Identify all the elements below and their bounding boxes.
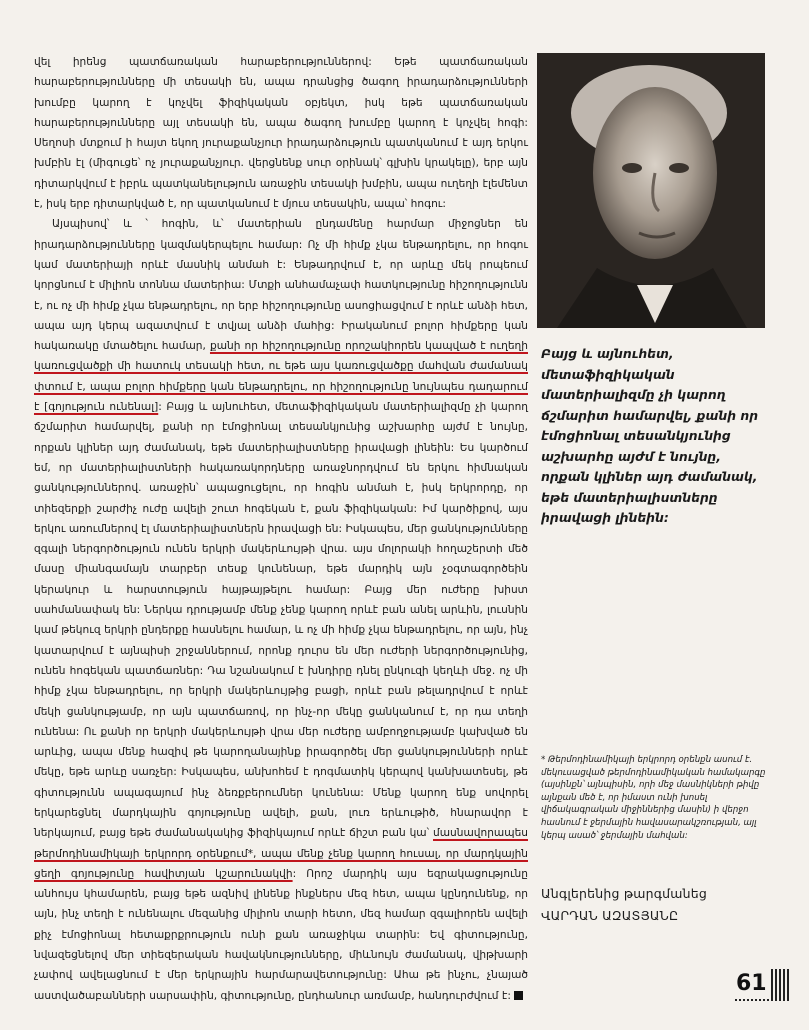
- translator-label: Անգլերենից թարգմանեց: [541, 886, 708, 901]
- article-body: [34, 52, 528, 1006]
- article-text: Այսպիսով՝ և ՝ հոգին, և՝ մատերիան ընդամենը հարմար միջոցներ են իրադարձությունները կազմակերպելու համար: Ոչ մի հիմք չկա ենթադրելու, որ հոգու կամ մատերիայի որևէ մասնիկ անմահ է: Ենթադրվում է, որ արևը մեկ րոպեում կորցնում է միլիոն տոննա մատերիա: Մտքի անհամաչափ հատկությունը հիշողությունն է, ու ոչ մի հիմք չկա ենթադրելու, որ երբ հիշողությունը ասոցիացվում է որևէ անձի հետ, ապա այդ կերպ ազատվում է տվյալ անձի մահից: Իրականում բոլոր հիմքերը կան հակառակը մտածելու համար,: [34, 218, 528, 353]
- page-number-tab: [735, 969, 791, 1001]
- translator-credit: [541, 883, 766, 927]
- highlighted-sentence: քանի որ հիշողությունը որոշակիորեն կապված է ուղեղի կառուցվածքի մի հատուկ տեսակի հետ, ու եթե այս կառուցվածքը մահվան ժամանակ փտում է, ապա բոլոր հիմքերը կան ենթադրելու, որ հիշողությունը նույնպես դադարում է [գոյություն ունենալ]: [34, 340, 528, 414]
- translator-name: ՎԱՐԴԱՆ ԱԶԱՏՅԱՆԸ: [541, 908, 679, 923]
- author-portrait: [537, 53, 765, 328]
- highlighted-sentence: մասնավորապես թերմոդինամիկայի երկրորդ օրենքում*, ապա մենք չենք կարող հուսալ, որ մարդկային ցեղի գոյությունը հավիտյան կշարունակվի: [34, 827, 528, 880]
- article-text: : Բայց և այնուհետ, մետաֆիզիկական մատերիալիզմը չի կարող ճշմարիտ համարվել, քանի որ էմոցիոնալ տեսանկյունից աշխարհը այժմ է նույնը, որքան կլիներ այդ ժամանակ, եթե մատերիալիստները իրավացի լինեին: Ես կարծում եմ, որ մատերիալիստների հակառակորդները առաջնորդվում են երկու հիմնական ցանկություններով. առաջին՝ ապացուցելու, որ հոգին անմահ է, իսկ երկրորդը, որ տիեզերքի շարժիչ ուժը ավելի շուտ հոգեկան է, քան ֆիզիկական: Իմ կարծիքով, այս երկու առումներով էլ մատերիալիստներն իրավացի են: Իսկապես, մեր ցանկությունները զգալի ներգործություն ունեն երկրի մակերևույթի վրա. այս մոլորակի հողաշերտի մեծ մասը միանգամայն տարբեր տեսք կունենար, եթե մարդիկ այն չօգտագործեին կերակուր և հարստություն հայթայթելու համար: Բայց մեր ուժերը խիստ սահմանափակ են: Ներկա դրությամբ մենք չենք կարող որևէ բան անել արևին, լուսնին կամ թեկուզ երկրի ընդերքը հասնելու համար, և ոչ մի հիմք չկա ենթադրելու, որ այն, ինչ կատարվում է այնպիսի շրջաններում, որոնք դուրս են մեր ուժերի ներգործությունից, ունեն հոգեկան պատճառներ: Դա նշանակում է խնդիրը դնել ընկուզի կեղևի մեջ. ոչ մի հիմք չկա ենթադրելու, որ երկրի մակերևույթից բացի, որևէ բան թելադրվում է որևէ մեկի ցանկությամբ, որ այն պատճառով, որ ինչ-որ մեկը ցանկանում է, որ դա տեղի ունենա: Ու քանի որ երկրի մակերևույթի վրա մեր ուժերը ամբողջությամբ կախված են արևից, ապա մենք հազիվ թե կարողանայինք իրագործել մեր ցանկությունների որևէ մեկը, եթե արևը սառչեր: Իսկապես, անխոհեմ է դոգմատիկ կերպով կանխատեսել, թե գիտությունն ապագայում ինչ ձեռքբերումներ կունենա: Մենք կարող ենք սովորել երկարեցնել մարդկային գոյությունը ավելի, քան, լուռ երևութիծ, հնարավոր է ներկայում, բայց եթե ժամանակակից ֆիզիկայում որևէ ճիշտ բան կա՝: [34, 401, 529, 840]
- article-paragraph: [34, 214, 528, 1006]
- end-mark-icon: [514, 991, 523, 1000]
- footnote: * Թերմոդինամիկայի երկրորդ օրենքն ասում է. մեկուսացված թերմոդինամիկական համակարգը (այսինքն՝ այնպիսին, որի մեջ մասնիկների թիվը այնքան մեծ է, որ իմաստ ունի խոսել վիճակագրական միջիններից մասին) ի վերջո հասնում է ջերմային հավասարակշռության, այլ կերպ ասած՝ ջերմային մահվան:: [541, 755, 766, 841]
- pull-quote: Բայց և այնուհետ, մետաֆիզիկական մատերիալիզմը չի կարող ճշմարիտ համարվել, քանի որ էմոցիոնալ տեսանկյունից աշխարհը այժմ է նույնը, որքան կլիներ այդ ժամանակ, եթե մատերիալիստները իրավացի լինեին:: [541, 346, 759, 525]
- portrait-illustration: [537, 53, 765, 328]
- article-paragraph: վել իրենց պատճառական հարաբերություններով: Եթե պատճառական հարաբերությունները մի տեսակի են, ապա դրանցից ծագող իրադարձությունների խումբը կարող է կոչվել ֆիզիկական օբյեկտ, իսկ եթե պատճառական հարաբերությունները այլ տեսակի են, ապա ծագող խումբը կարող է կոչվել հոգի: Սեղոսի մտքում ի հայտ եկող յուրաքանչյուր իրադարձություն պատկանում է այդ երկու խմբին էլ (միգուցե՝ ոչ յուրաքանչյուր. վերցնենք սուր օրինակ՝ գլխին կրակելը), երբ այն դիտարկվում է իբրև պատկանելություն առաջին տեսակի խմբին, ապա ուղեղի էլեմենտ է, իսկ երբ դիտարկված է, որ պատկանում է մյուս տեսակին, ապա՝ հոգու:: [34, 56, 528, 211]
- page-number: 61: [735, 969, 770, 999]
- article-text: : Որոշ մարդիկ այս եզրակացությունը անհույս կհամարեն, բայց եթե ազնիվ լինենք ինքներս մեզ հետ, ապա կընդունենք, որ այն, ինչ տեղի է ունենալու մեզանից միլիոն տարի հետո, մեզ համար զգալիորեն ավելի քիչ էմոցիոնալ հետաքրքրություն ունի քան առաջիկա տարին: Եվ գիտությունը, նվազեցնելով մեր տիեզերական հավակնությունները, միևնույն ժամանակ, վիթխարի չափով ավելացնում է մեր երկրային հարմարավետությունը: Ահա թե ինչու, չնայած աստվածաբանների սարսափին, գիտությունը, ընդհանուր առմամբ, հանդուրժվում է:: [34, 867, 528, 1002]
